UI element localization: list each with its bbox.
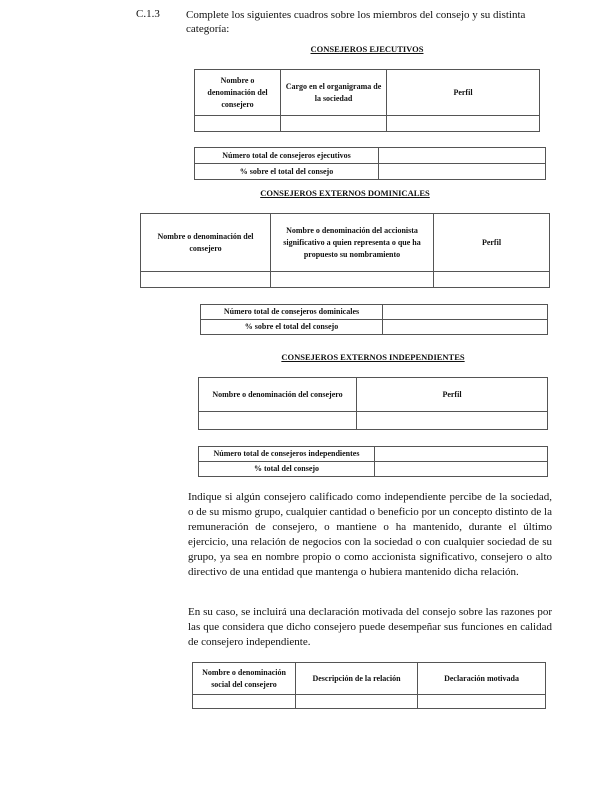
independientes-totals-table: [198, 446, 548, 477]
header-nombre: Nombre o denominación del consejero: [195, 70, 281, 116]
pct-value[interactable]: [375, 462, 548, 477]
cell-nombre-social[interactable]: [193, 695, 296, 709]
total-label: Número total de consejeros ejecutivos: [195, 148, 379, 164]
relacion-table: [192, 662, 546, 709]
section-intro: Complete los siguientes cuadros sobre los miembros del consejo y su distinta categoría:: [186, 9, 526, 35]
cell-perfil[interactable]: [387, 116, 540, 132]
header-declaracion: Declaración motivada: [418, 663, 546, 695]
header-accionista: Nombre o denominación del accionista significativo a quien representa o que ha propuesto su nombramiento: [271, 214, 434, 272]
cell-nombre[interactable]: [199, 412, 357, 430]
cell-declaracion[interactable]: [418, 695, 546, 709]
header-perfil: Perfil: [434, 214, 550, 272]
cell-nombre[interactable]: [141, 272, 271, 288]
cell-nombre[interactable]: [195, 116, 281, 132]
total-label: Número total de consejeros dominicales: [201, 305, 383, 320]
cell-accionista[interactable]: [271, 272, 434, 288]
dominicales-table: [140, 213, 550, 288]
dominicales-totals-table: [200, 304, 548, 335]
header-perfil: Perfil: [387, 70, 540, 116]
header-nombre: Nombre o denominación del consejero: [199, 378, 357, 412]
paragraph-independence: Indique si algún consejero calificado como independiente percibe de la sociedad, o de su mismo grupo, cualquier cantidad o beneficio por un concepto distinto de la remuneración de consejero, o mantiene o ha mantenido, durante el último ejercicio, una relación de negocios con la sociedad o con cualquier sociedad de su grupo, ya sea en nombre propio o como accionista significativo, consejero o alto directivo de una entidad que mantenga o hubiera mantenido dicha relación.: [188, 491, 552, 578]
independientes-title: CONSEJEROS EXTERNOS INDEPENDIENTES: [281, 352, 465, 362]
ejecutivos-title: CONSEJEROS EJECUTIVOS: [310, 44, 424, 54]
header-nombre-social: Nombre o denominación social del consejero: [193, 663, 296, 695]
total-value[interactable]: [379, 148, 546, 164]
header-nombre: Nombre o denominación del consejero: [141, 214, 271, 272]
header-cargo: Cargo en el organigrama de la sociedad: [281, 70, 387, 116]
total-value[interactable]: [375, 447, 548, 462]
dominicales-title: CONSEJEROS EXTERNOS DOMINICALES: [260, 188, 430, 198]
pct-value[interactable]: [379, 164, 546, 180]
header-descripcion: Descripción de la relación: [296, 663, 418, 695]
pct-label: % sobre el total del consejo: [195, 164, 379, 180]
paragraph-declaration: En su caso, se incluirá una declaración motivada del consejo sobre las razones por las que considera que dicho consejero puede desempeñar sus funciones en calidad de consejero independiente.: [188, 606, 552, 648]
pct-label: % total del consejo: [199, 462, 375, 477]
cell-perfil[interactable]: [357, 412, 548, 430]
cell-descripcion[interactable]: [296, 695, 418, 709]
total-value[interactable]: [383, 305, 548, 320]
independientes-table: [198, 377, 548, 430]
total-label: Número total de consejeros independientes: [199, 447, 375, 462]
pct-value[interactable]: [383, 320, 548, 335]
header-perfil: Perfil: [357, 378, 548, 412]
pct-label: % sobre el total del consejo: [201, 320, 383, 335]
section-number: C.1.3: [136, 8, 160, 20]
ejecutivos-totals-table: [194, 147, 546, 180]
cell-cargo[interactable]: [281, 116, 387, 132]
ejecutivos-table: [194, 69, 540, 132]
cell-perfil[interactable]: [434, 272, 550, 288]
